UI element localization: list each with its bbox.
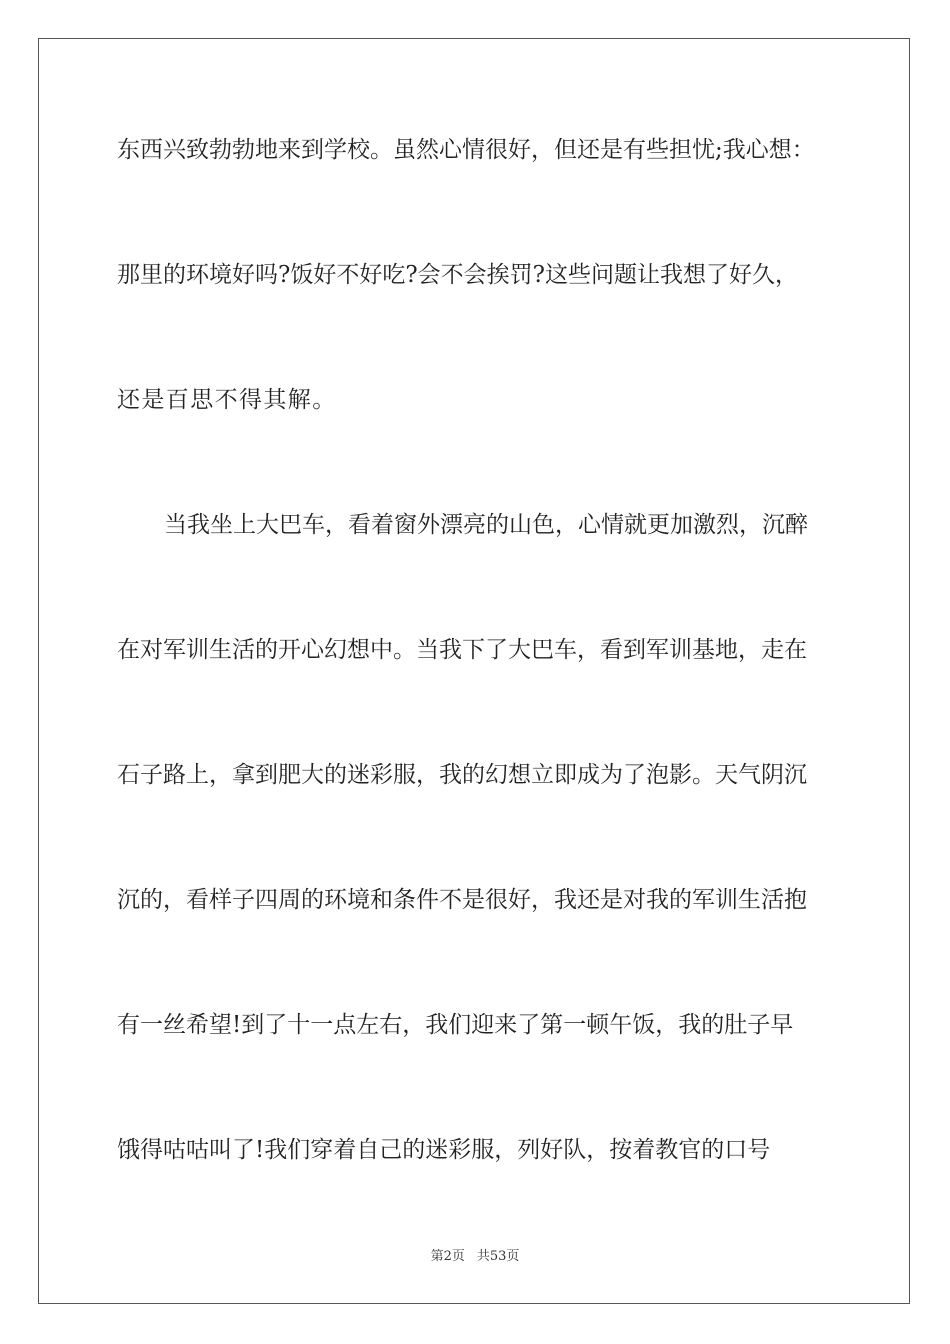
page-footer [0, 1248, 950, 1266]
text-line-3: 还是百思不得其解。 [117, 387, 337, 413]
text-line-1: 东西兴致勃勃地来到学校。虽然心情很好，但还是有些担忧;我心想： [117, 137, 815, 163]
page-number: 第2页 [430, 1249, 465, 1264]
text-line-6: 石子路上，拿到肥大的迷彩服，我的幻想立即成为了泡影。天气阴沉 [117, 762, 807, 788]
text-line-4: 当我坐上大巴车，看着窗外漂亮的山色，心情就更加激烈，沉醉 [164, 512, 808, 538]
page-total: 共53页 [476, 1249, 520, 1264]
text-line-7: 沉的，看样子四周的环境和条件不是很好，我还是对我的军训生活抱 [117, 887, 807, 913]
text-line-2: 那里的环境好吗?饭好不好吃?会不会挨罚?这些问题让我想了好久， [117, 262, 798, 288]
text-line-8: 有一丝希望!到了十一点左右，我们迎来了第一顿午饭，我的肚子早 [117, 1012, 794, 1038]
text-line-9: 饿得咕咕叫了!我们穿着自己的迷彩服，列好队，按着教官的口号 [117, 1137, 771, 1163]
page-frame [38, 38, 910, 1304]
text-line-5: 在对军训生活的开心幻想中。当我下了大巴车，看到军训基地，走在 [117, 637, 807, 663]
